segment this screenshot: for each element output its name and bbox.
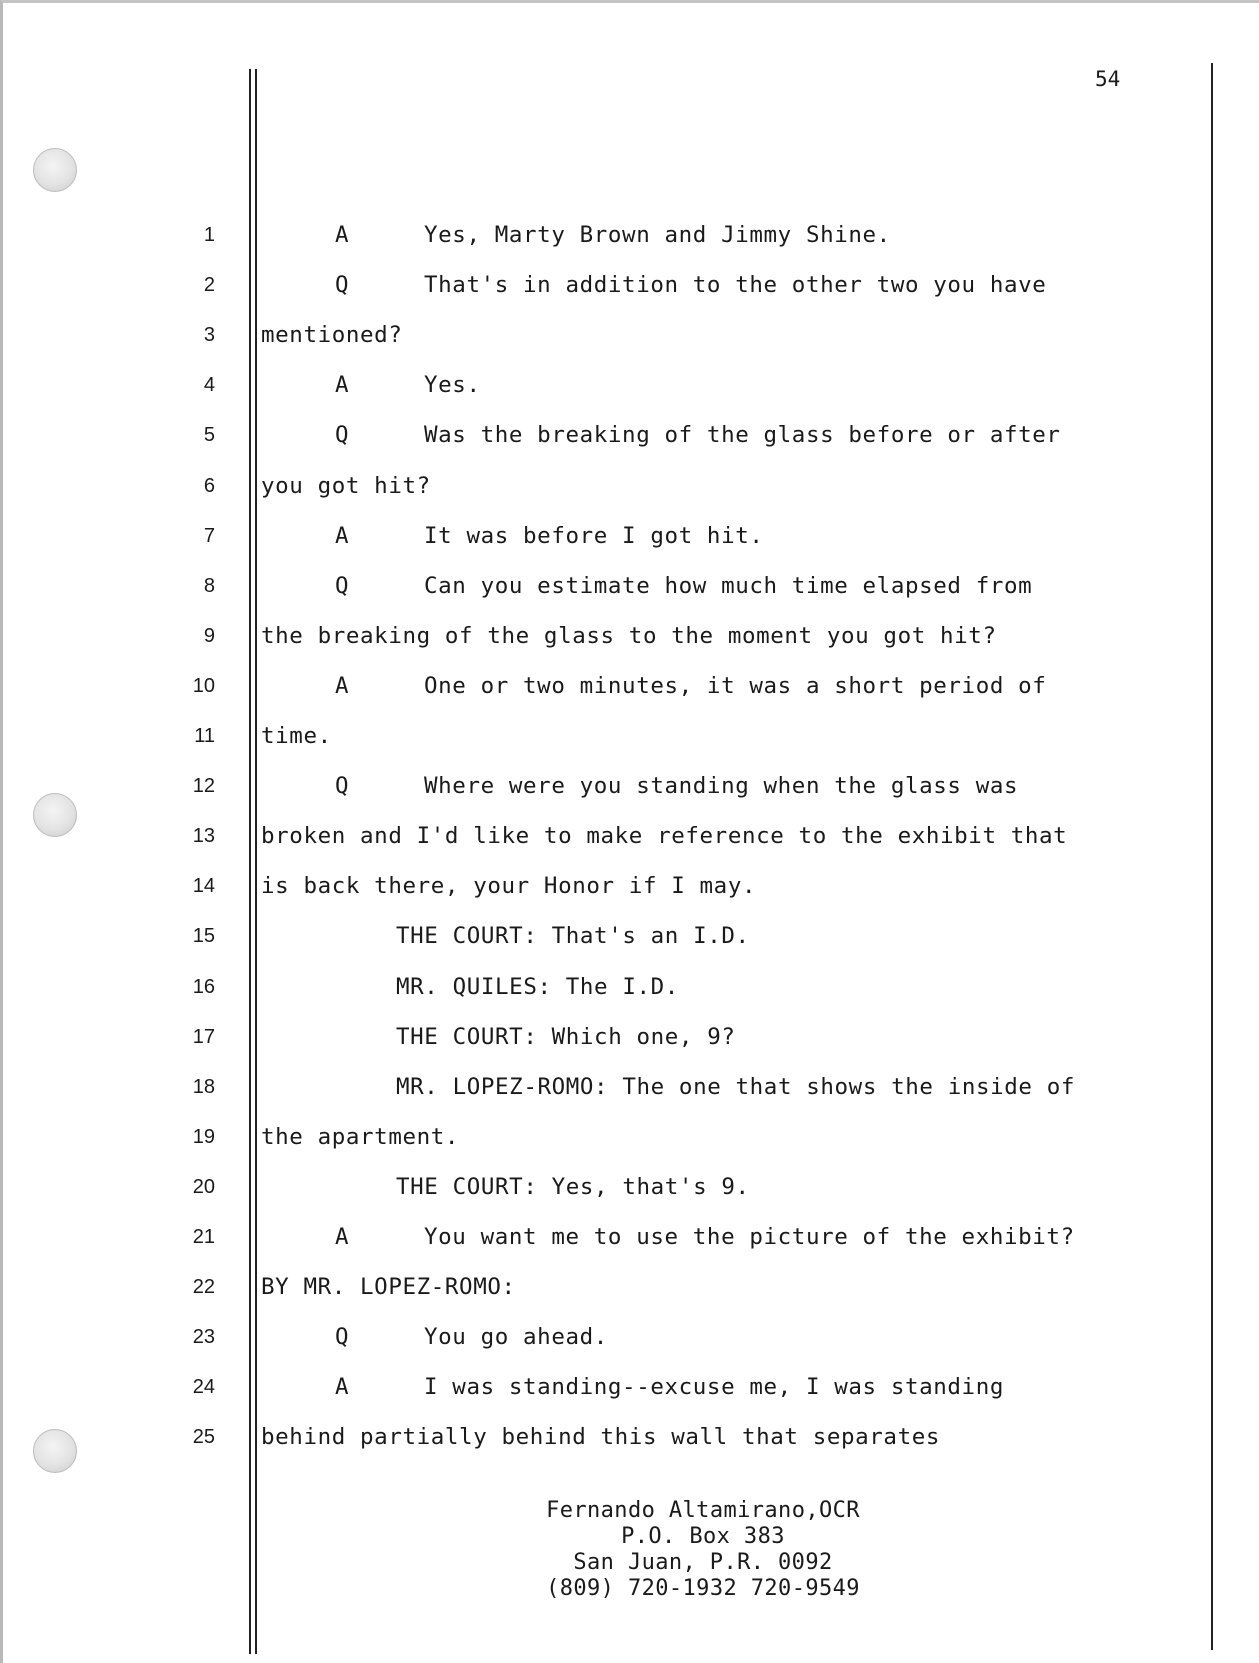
line-number: 20: [192, 1176, 215, 1198]
line-text: the breaking of the glass to the moment you got hit?: [261, 623, 997, 649]
line-number: 5: [203, 424, 215, 446]
qa-label: A: [335, 372, 350, 398]
line-number: 10: [192, 675, 215, 697]
line-text: Where were you standing when the glass was: [424, 773, 1019, 799]
qa-label: A: [335, 673, 350, 699]
qa-label: Q: [335, 272, 350, 298]
line-number: 25: [192, 1426, 215, 1448]
line-number: 19: [192, 1126, 215, 1148]
line-text: THE COURT: Which one, 9?: [396, 1024, 736, 1050]
reporter-box: P.O. Box 383: [621, 1524, 785, 1549]
line-number: 4: [203, 374, 215, 396]
binder-hole: [33, 1429, 77, 1473]
line-number: 7: [203, 525, 215, 547]
qa-label: A: [335, 1224, 350, 1250]
line-number: 13: [192, 825, 215, 847]
qa-label: A: [335, 1374, 350, 1400]
line-number: 17: [192, 1026, 215, 1048]
line-number: 21: [192, 1226, 215, 1248]
right-margin-rule: [1211, 63, 1213, 1650]
line-text: MR. QUILES: The I.D.: [396, 974, 679, 1000]
page-number: 54: [1095, 67, 1121, 91]
line-text: behind partially behind this wall that separates: [261, 1424, 941, 1450]
line-text: It was before I got hit.: [424, 523, 764, 549]
line-number: 8: [203, 575, 215, 597]
binder-hole: [33, 148, 77, 192]
line-text: That's in addition to the other two you have: [424, 272, 1047, 298]
left-margin-rule: [255, 69, 257, 1654]
line-text: Yes.: [424, 372, 481, 398]
line-number: 2: [203, 274, 215, 296]
line-text: I was standing--excuse me, I was standing: [424, 1374, 1004, 1400]
line-number: 16: [192, 976, 215, 998]
reporter-name: Fernando Altamirano,OCR: [546, 1498, 860, 1523]
qa-label: Q: [335, 422, 350, 448]
line-text: Yes, Marty Brown and Jimmy Shine.: [424, 222, 891, 248]
reporter-phones: (809) 720-1932 720-9549: [546, 1576, 860, 1601]
qa-label: Q: [335, 1324, 350, 1350]
line-text: MR. LOPEZ-ROMO: The one that shows the inside of: [396, 1074, 1076, 1100]
line-text: Was the breaking of the glass before or after: [424, 422, 1061, 448]
line-number: 24: [192, 1376, 215, 1398]
line-number: 11: [194, 725, 215, 747]
reporter-footer: [443, 1498, 963, 1602]
qa-label: A: [335, 222, 350, 248]
line-number: 12: [192, 775, 215, 797]
line-number: 15: [192, 925, 215, 947]
qa-label: Q: [335, 573, 350, 599]
line-text: broken and I'd like to make reference to the exhibit that: [261, 823, 1068, 849]
line-number: 1: [203, 224, 215, 246]
line-number: 9: [203, 625, 215, 647]
qa-label: Q: [335, 773, 350, 799]
line-text: THE COURT: That's an I.D.: [396, 923, 750, 949]
reporter-city: San Juan, P.R. 0092: [573, 1550, 833, 1575]
line-number: 14: [192, 875, 215, 897]
line-text: One or two minutes, it was a short period of: [424, 673, 1047, 699]
line-number: 18: [192, 1076, 215, 1098]
line-text: You go ahead.: [424, 1324, 608, 1350]
line-text: THE COURT: Yes, that's 9.: [396, 1174, 750, 1200]
line-number: 6: [203, 475, 215, 497]
left-margin-rule: [249, 69, 251, 1654]
binder-hole: [33, 793, 77, 837]
line-text: is back there, your Honor if I may.: [261, 873, 757, 899]
line-text: mentioned?: [261, 322, 403, 348]
line-text: You want me to use the picture of the exhibit?: [424, 1224, 1075, 1250]
qa-label: A: [335, 523, 350, 549]
line-text: the apartment.: [261, 1124, 460, 1150]
line-number: 3: [203, 324, 215, 346]
line-number: 23: [192, 1326, 215, 1348]
line-text: you got hit?: [261, 473, 431, 499]
line-number: 22: [192, 1276, 215, 1298]
line-text: BY MR. LOPEZ-ROMO:: [261, 1274, 516, 1300]
line-text: Can you estimate how much time elapsed from: [424, 573, 1033, 599]
line-text: time.: [261, 723, 332, 749]
